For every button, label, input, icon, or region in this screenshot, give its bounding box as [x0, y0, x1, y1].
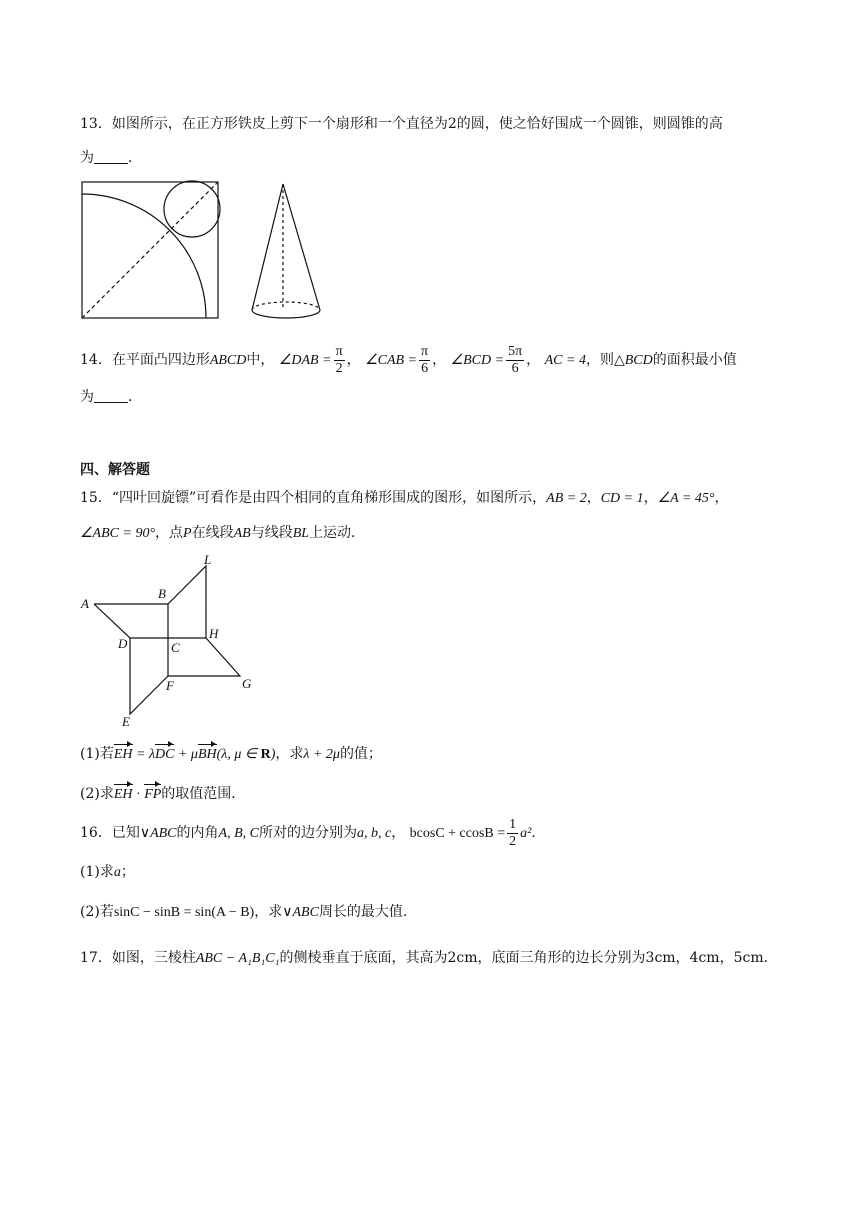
cone-right-edge	[283, 184, 320, 310]
label-C: C	[171, 640, 180, 655]
answer-blank	[94, 149, 128, 164]
fraction: $\frac{1}{2}$	[509, 816, 517, 849]
section-title: 四、解答题	[80, 462, 150, 478]
q16-line1: 16．已知∨ABC的内角A, B, C所对的边分别为a, b, c， bcosC + ccosB = $\frac{1}{2}$ a²．	[80, 816, 546, 849]
q15-boomerang-figure	[78, 548, 268, 733]
fraction: $\frac{\pi}{6}$	[421, 343, 429, 376]
cone-base-front	[252, 310, 320, 318]
cone-left-edge	[252, 184, 283, 310]
q13-line1	[80, 114, 723, 134]
q17-line1: 17．如图，三棱柱ABC − A₁B₁C₁的侧棱垂直于底面，其高为2cm，底面三角形的边长分别为3cm，4cm，5cm.	[80, 950, 769, 966]
cone-diagram	[252, 184, 320, 318]
label-E: E	[122, 714, 130, 729]
q13-number: 13．	[80, 116, 112, 132]
label-A: A	[81, 596, 89, 611]
q14-line2: 为 ．	[80, 389, 142, 405]
label-F: F	[166, 678, 174, 693]
q13-line2: 为 ．	[80, 150, 142, 166]
square-sheet-diagram	[82, 181, 220, 318]
q14-line1: 14．在平面凸四边形ABCD中， ∠DAB = $\frac{\pi}{2}$ ， ∠CAB = $\frac{\pi}{6}$ ， ∠BCD = $\frac{5\pi}{6}$ ， AC = 4，则△BCD的面积最小值	[80, 343, 737, 376]
trapezoid-top-right	[168, 566, 206, 638]
label-L: L	[204, 552, 212, 567]
trapezoid-top-left	[94, 604, 168, 638]
answer-blank	[94, 388, 128, 403]
label-D: D	[118, 636, 128, 651]
label-G: G	[242, 676, 252, 691]
q15-part2: (2)求EH · FP的取值范围．	[80, 784, 245, 805]
label-B: B	[158, 586, 166, 601]
fraction: $\frac{\pi}{2}$	[335, 343, 343, 376]
label-H: H	[209, 626, 219, 641]
q15-part1: (1)若EH = λDC + μBH(λ, μ ∈ R)，求λ + 2μ的值；	[80, 744, 382, 765]
trapezoid-bottom-left	[130, 638, 168, 714]
q13-figure	[78, 178, 328, 326]
q13-text: 如图所示，在正方形铁皮上剪下一个扇形和一个直径为2的圆，使之恰好围成一个圆锥，则圆锥的高	[111, 116, 723, 132]
q16-part1: (1)求a；	[80, 864, 135, 880]
q15-line1: 15．“四叶回旋镖”可看作是由四个相同的直角梯形围成的图形，如图所示，AB = 2，CD = 1，∠A = 45°，	[80, 490, 729, 506]
q16-part2: (2)若sinC − sinB = sin(A − B)，求∨ABC周长的最大值．	[80, 904, 417, 920]
fraction: $\frac{5\pi}{6}$	[508, 343, 523, 376]
cone-base-back	[252, 302, 320, 310]
small-circle	[164, 181, 220, 237]
q15-line2: ∠ABC = 90°，点P在线段AB与线段BL上运动．	[80, 525, 366, 541]
diagonal-dashed	[82, 182, 218, 318]
